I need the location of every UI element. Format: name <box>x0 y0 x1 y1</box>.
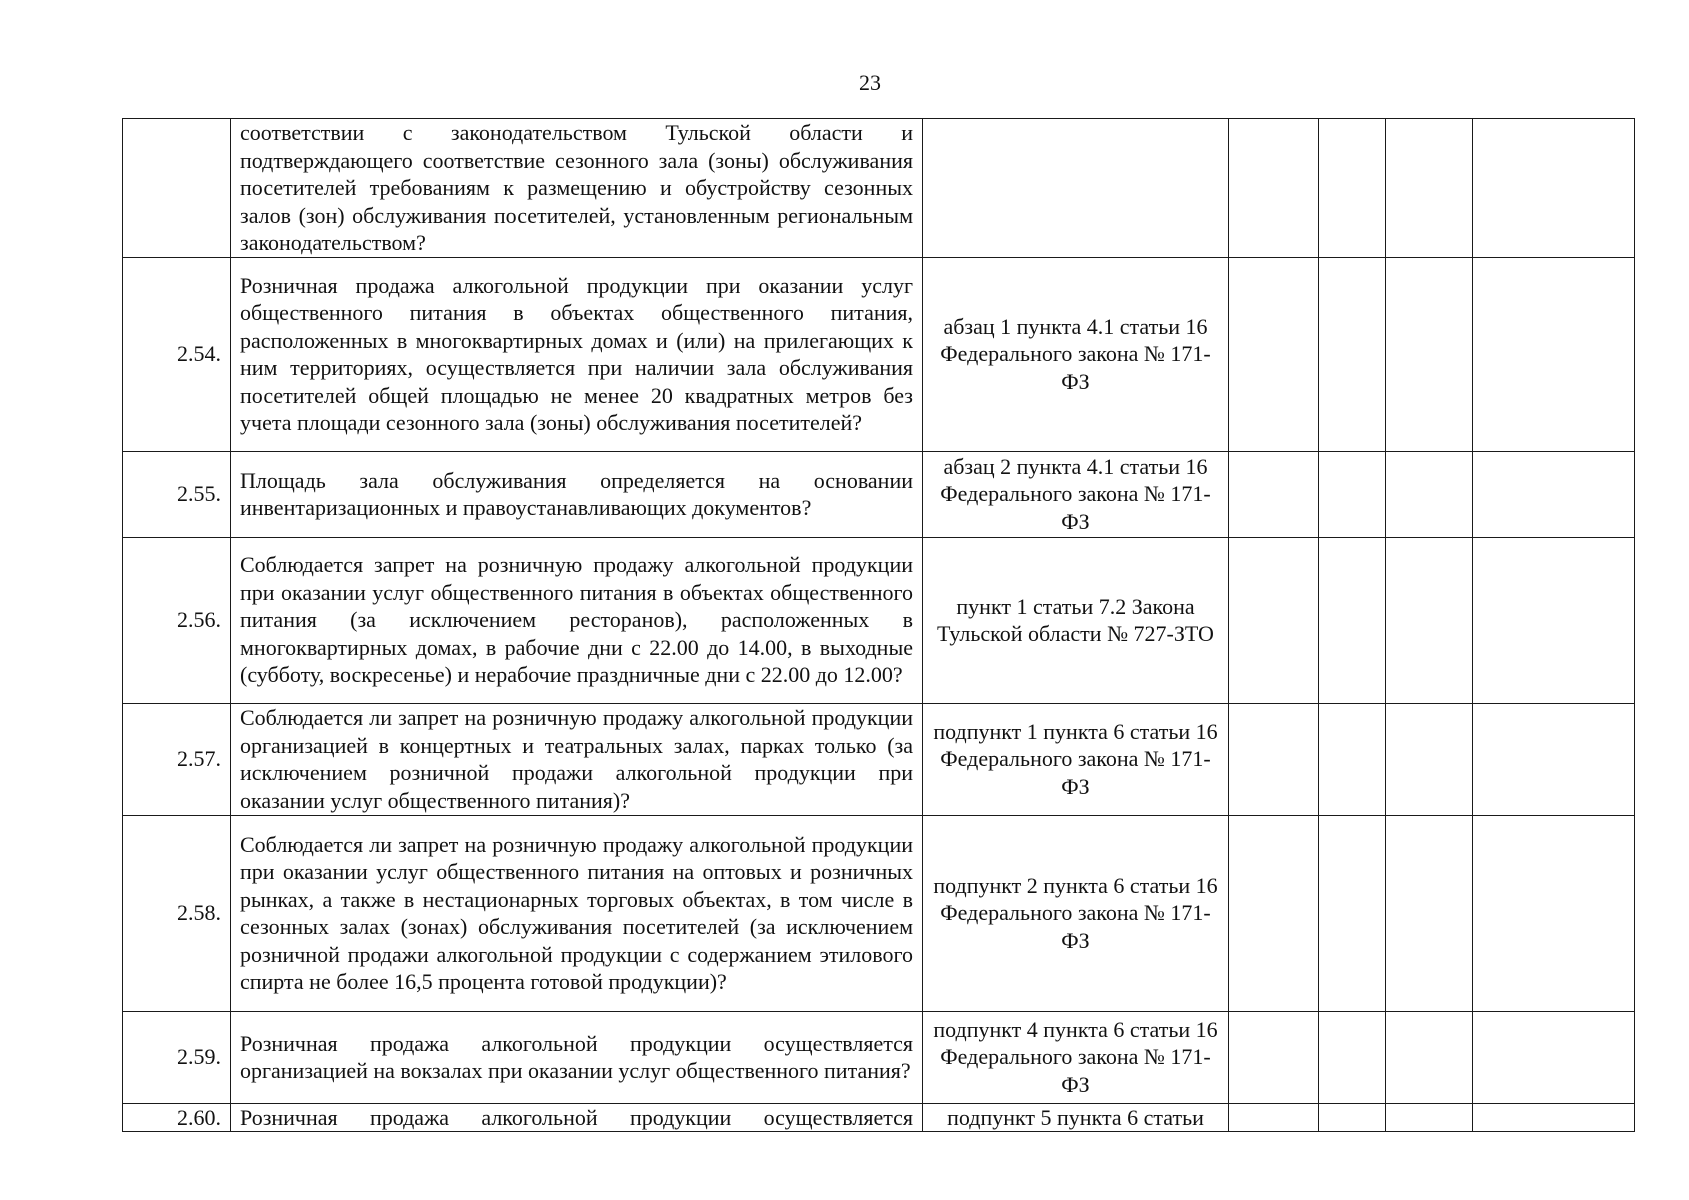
answer-cell <box>1229 537 1319 703</box>
answer-cell <box>1229 257 1319 451</box>
table-row <box>123 1103 1635 1132</box>
row-number: 2.56. <box>123 537 231 703</box>
table-row <box>123 451 1635 537</box>
answer-cell <box>1473 537 1635 703</box>
page-number: 23 <box>859 70 881 95</box>
answer-cell <box>1319 257 1386 451</box>
question-text: Розничная продажа алкогольной продукции осуществляется организацией на вокзалах при оказании услуг общественного питания? <box>231 1011 923 1103</box>
answer-cell <box>1473 257 1635 451</box>
row-number: 2.60. <box>123 1103 231 1132</box>
table-row <box>123 119 1635 258</box>
table-row <box>123 703 1635 815</box>
answer-cell <box>1386 451 1473 537</box>
answer-cell <box>1473 1103 1635 1132</box>
row-number <box>123 119 231 258</box>
question-text: Розничная продажа алкогольной продукции осуществляется <box>231 1103 923 1132</box>
table-row <box>123 1011 1635 1103</box>
answer-cell <box>1229 703 1319 815</box>
answer-cell <box>1229 1103 1319 1132</box>
answer-cell <box>1319 1103 1386 1132</box>
answer-cell <box>1386 1103 1473 1132</box>
table-row <box>123 257 1635 451</box>
answer-cell <box>1319 451 1386 537</box>
legal-reference: пункт 1 статьи 7.2 Закона Тульской области № 727-ЗТО <box>923 537 1229 703</box>
row-number: 2.54. <box>123 257 231 451</box>
answer-cell <box>1386 815 1473 1011</box>
answer-cell <box>1319 119 1386 258</box>
checklist-table <box>122 118 1635 1132</box>
answer-cell <box>1229 1011 1319 1103</box>
answer-cell <box>1386 703 1473 815</box>
question-text: Соблюдается ли запрет на розничную продажу алкогольной продукции при оказании услуг общественного питания на оптовых и розничных рынках, а также в нестационарных торговых объектах, в том числе в сезонных залах (зонах) обслуживания посетителей (за исключением розничной продажи алкогольной продукции с содержанием этилового спирта не более 16,5 процента готовой продукции)? <box>231 815 923 1011</box>
legal-reference: подпункт 5 пункта 6 статьи <box>923 1103 1229 1132</box>
question-text: соответствии с законодательством Тульской области и подтверждающего соответствие сезонного зала (зоны) обслуживания посетителей требованиям к размещению и обустройству сезонных залов (зон) обслуживания посетителей, установленным региональным законодательством? <box>231 119 923 258</box>
legal-reference: абзац 1 пункта 4.1 статьи 16 Федерального закона № 171-ФЗ <box>923 257 1229 451</box>
legal-reference: подпункт 2 пункта 6 статьи 16 Федерального закона № 171-ФЗ <box>923 815 1229 1011</box>
answer-cell <box>1386 537 1473 703</box>
legal-reference <box>923 119 1229 258</box>
answer-cell <box>1473 451 1635 537</box>
answer-cell <box>1386 1011 1473 1103</box>
legal-reference: подпункт 1 пункта 6 статьи 16 Федерального закона № 171-ФЗ <box>923 703 1229 815</box>
answer-cell <box>1473 1011 1635 1103</box>
answer-cell <box>1386 257 1473 451</box>
answer-cell <box>1229 451 1319 537</box>
answer-cell <box>1386 119 1473 258</box>
answer-cell <box>1473 703 1635 815</box>
answer-cell <box>1473 815 1635 1011</box>
legal-reference: подпункт 4 пункта 6 статьи 16 Федерального закона № 171-ФЗ <box>923 1011 1229 1103</box>
answer-cell <box>1319 703 1386 815</box>
answer-cell <box>1319 537 1386 703</box>
answer-cell <box>1473 119 1635 258</box>
table-row <box>123 537 1635 703</box>
answer-cell <box>1229 815 1319 1011</box>
question-text: Соблюдается ли запрет на розничную продажу алкогольной продукции организацией в концертных и театральных залах, парках только (за исключением розничной продажи алкогольной продукции при оказании услуг общественного питания)? <box>231 703 923 815</box>
row-number: 2.59. <box>123 1011 231 1103</box>
answer-cell <box>1229 119 1319 258</box>
table-row <box>123 815 1635 1011</box>
row-number: 2.58. <box>123 815 231 1011</box>
answer-cell <box>1319 815 1386 1011</box>
question-text: Розничная продажа алкогольной продукции при оказании услуг общественного питания в объектах общественного питания, расположенных в многоквартирных домах и (или) на прилегающих к ним территориях, осуществляется при наличии зала обслуживания посетителей общей площадью не менее 20 квадратных метров без учета площади сезонного зала (зоны) обслуживания посетителей? <box>231 257 923 451</box>
row-number: 2.55. <box>123 451 231 537</box>
question-text: Соблюдается запрет на розничную продажу алкогольной продукции при оказании услуг общественного питания в объектах общественного питания (за исключением ресторанов), расположенных в многоквартирных домах, в рабочие дни с 22.00 до 14.00, в выходные (субботу, воскресенье) и нерабочие праздничные дни с 22.00 до 12.00? <box>231 537 923 703</box>
legal-reference: абзац 2 пункта 4.1 статьи 16 Федерального закона № 171-ФЗ <box>923 451 1229 537</box>
row-number: 2.57. <box>123 703 231 815</box>
question-text: Площадь зала обслуживания определяется на основании инвентаризационных и правоустанавливающих документов? <box>231 451 923 537</box>
answer-cell <box>1319 1011 1386 1103</box>
